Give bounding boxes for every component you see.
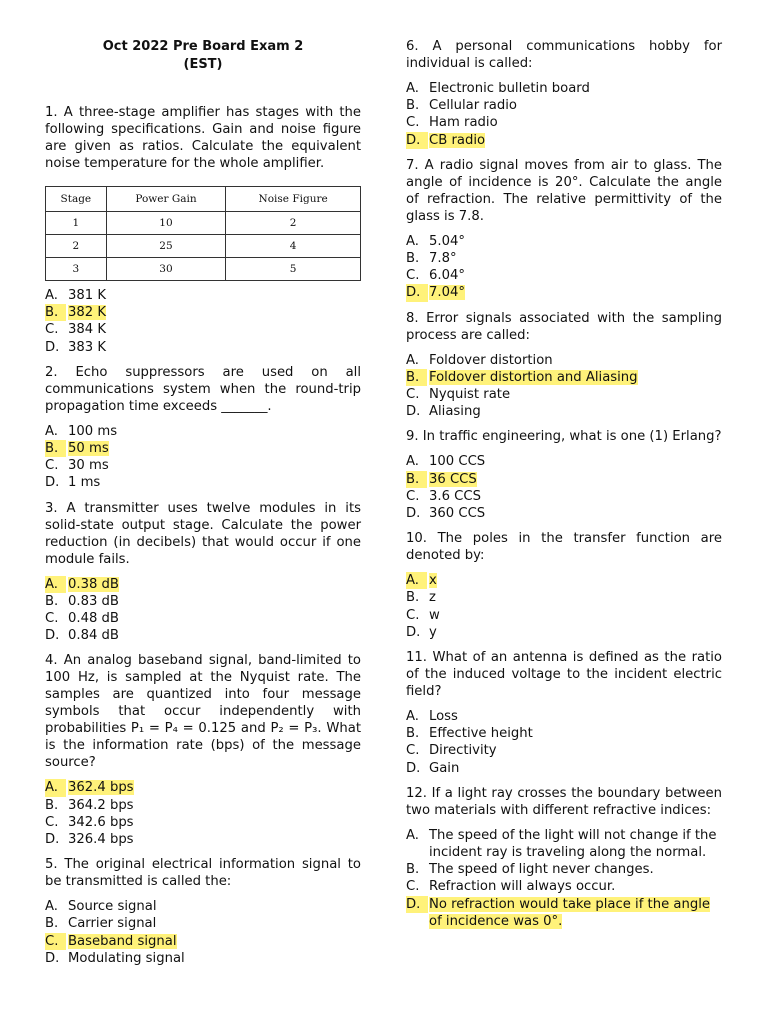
answer-option-highlighted[interactable]	[45, 304, 361, 321]
option-text: 7.8°	[429, 251, 457, 267]
option-text: 0.84 dB	[68, 628, 119, 644]
option-letter: A.	[406, 352, 419, 368]
exam-title	[45, 38, 361, 74]
option-letter: A.	[45, 576, 66, 593]
answer-option-highlighted[interactable]	[45, 440, 361, 457]
answer-option[interactable]	[406, 386, 722, 403]
answer-option[interactable]	[406, 233, 722, 250]
answer-option[interactable]	[406, 607, 722, 624]
answer-option-highlighted[interactable]	[406, 896, 722, 930]
table-cell: 2	[46, 235, 107, 258]
option-letter: A.	[406, 709, 419, 725]
answer-option[interactable]	[406, 708, 722, 725]
question-6-options	[406, 80, 722, 149]
option-text: w	[429, 607, 440, 623]
option-text: Nyquist rate	[429, 387, 511, 403]
option-letter: C.	[45, 814, 59, 830]
answer-option[interactable]	[45, 610, 361, 627]
question-7-options	[406, 233, 722, 302]
spec-table-header-row	[46, 187, 361, 212]
option-text: CB radio	[429, 132, 486, 148]
option-text: Refraction will always occur.	[429, 879, 616, 895]
answer-option-highlighted[interactable]	[406, 471, 722, 488]
answer-option[interactable]	[406, 352, 722, 369]
answer-option[interactable]	[406, 488, 722, 505]
answer-option[interactable]	[406, 250, 722, 267]
answer-option[interactable]	[406, 114, 722, 131]
option-text: The speed of the light will not change if the incident ray is traveling along the normal.	[429, 827, 717, 861]
option-letter: B.	[45, 916, 59, 932]
option-letter: A.	[45, 779, 66, 796]
table-cell: 25	[106, 235, 226, 258]
option-letter: B.	[45, 440, 66, 457]
option-text: Electronic bulletin board	[429, 81, 590, 96]
table-row	[46, 212, 361, 235]
option-text: 0.38 dB	[68, 576, 119, 592]
answer-option[interactable]	[406, 97, 722, 114]
exam-title-line2: (EST)	[183, 57, 223, 72]
option-text: 100 CCS	[429, 454, 486, 470]
option-text: 7.04°	[429, 285, 465, 301]
spec-table-header-cell: Stage	[46, 187, 107, 212]
option-letter: B.	[406, 590, 420, 606]
option-text: 342.6 bps	[68, 814, 134, 830]
option-letter: B.	[45, 593, 59, 609]
table-row	[46, 258, 361, 281]
option-text: 36 CCS	[429, 471, 477, 487]
option-text: No refraction would take place if the angle of incidence was 0°.	[429, 896, 710, 929]
table-cell: 2	[226, 212, 361, 235]
answer-option[interactable]	[45, 915, 361, 932]
option-letter: B.	[45, 304, 66, 321]
spec-table	[45, 186, 361, 281]
table-cell: 3	[46, 258, 107, 281]
option-letter: B.	[406, 369, 427, 386]
question-2-options	[45, 423, 361, 492]
answer-option-highlighted[interactable]	[45, 779, 361, 796]
option-letter: B.	[45, 797, 59, 813]
answer-option[interactable]	[406, 861, 722, 878]
answer-option[interactable]	[45, 898, 361, 915]
table-cell: 10	[106, 212, 226, 235]
answer-option[interactable]	[406, 827, 722, 861]
option-letter: B.	[406, 862, 420, 878]
spec-table-header-cell: Power Gain	[106, 187, 226, 212]
option-text: 326.4 bps	[68, 832, 134, 848]
question-9-options	[406, 453, 722, 522]
table-cell: 4	[226, 235, 361, 258]
option-letter: D.	[45, 339, 60, 355]
option-letter: A.	[406, 827, 419, 843]
answer-option[interactable]	[45, 831, 361, 848]
option-text: Carrier signal	[68, 916, 157, 932]
option-letter: B.	[406, 98, 420, 114]
option-letter: D.	[45, 832, 60, 848]
table-cell: 30	[106, 258, 226, 281]
option-letter: C.	[45, 611, 59, 627]
answer-option-highlighted[interactable]	[45, 576, 361, 593]
option-text: Effective height	[429, 726, 533, 742]
answer-option[interactable]	[45, 287, 361, 304]
question-4-text: 4. An analog baseband signal, band-limited to 100 Hz, is sampled at the Nyquist rate. The samples are quantized into four message symbols that occur independently with probabilities P₁ = P₄ = 0.125 and P₂ = P₃. What is the information rate (bps) of the message source?	[45, 653, 361, 771]
answer-option[interactable]	[406, 624, 722, 641]
option-text: 30 ms	[68, 458, 109, 474]
option-letter: C.	[406, 743, 420, 759]
option-text: 5.04°	[429, 233, 465, 249]
option-letter: D.	[406, 896, 428, 913]
option-letter: A.	[45, 423, 58, 439]
option-letter: C.	[406, 268, 420, 284]
option-text: 383 K	[68, 339, 107, 355]
option-text: Foldover distortion and Aliasing	[429, 369, 638, 385]
option-letter: D.	[406, 506, 421, 522]
question-7-text: 7. A radio signal moves from air to glass. The angle of incidence is 20°. Calculate the angle of refraction. The relative permittivity of the glass is 7.8.	[406, 157, 722, 224]
answer-option[interactable]	[45, 339, 361, 356]
answer-option[interactable]	[406, 725, 722, 742]
option-letter: A.	[45, 288, 58, 303]
option-text: 382 K	[68, 305, 107, 321]
option-text: 50 ms	[68, 441, 109, 457]
answer-option[interactable]	[406, 80, 722, 97]
option-text: Directivity	[429, 743, 497, 759]
right-column	[406, 38, 722, 938]
question-10-options	[406, 572, 722, 641]
option-text: 0.48 dB	[68, 611, 119, 627]
answer-option[interactable]	[45, 814, 361, 831]
option-text: Baseband signal	[68, 933, 177, 949]
option-text: Source signal	[68, 899, 157, 915]
option-letter: C.	[406, 387, 420, 403]
option-text: 360 CCS	[429, 506, 486, 522]
option-text: Cellular radio	[429, 98, 517, 114]
option-letter: A.	[45, 899, 58, 915]
answer-option[interactable]	[45, 797, 361, 814]
option-text: x	[429, 573, 437, 589]
option-letter: A.	[406, 572, 427, 589]
question-2-text: 2. Echo suppressors are used on all communications system when the round-trip propagation time exceeds _______.	[45, 364, 361, 414]
answer-option[interactable]	[45, 627, 361, 644]
option-letter: D.	[406, 760, 421, 776]
answer-option-highlighted[interactable]	[406, 369, 722, 386]
question-3-text: 3. A transmitter uses twelve modules in its solid-state output stage. Calculate the power reduction (in decibels) that would occur if one module fails.	[45, 500, 361, 567]
option-letter: D.	[406, 404, 421, 420]
answer-option[interactable]	[45, 321, 361, 338]
answer-option[interactable]	[406, 403, 722, 420]
option-letter: D.	[45, 475, 60, 491]
option-letter: D.	[406, 132, 428, 149]
spec-table-body	[46, 212, 361, 281]
option-letter: D.	[45, 950, 60, 966]
option-text: Gain	[429, 760, 460, 776]
question-1-options	[45, 287, 361, 356]
question-11-options	[406, 708, 722, 777]
option-letter: C.	[406, 879, 420, 895]
option-text: Ham radio	[429, 115, 498, 131]
option-text: 6.04°	[429, 268, 465, 284]
option-text: Foldover distortion	[429, 352, 553, 368]
answer-option[interactable]	[45, 423, 361, 440]
answer-option[interactable]	[45, 950, 361, 967]
option-text: Aliasing	[429, 404, 481, 420]
option-letter: C.	[45, 458, 59, 474]
answer-option[interactable]	[406, 878, 722, 895]
question-3-options	[45, 576, 361, 645]
question-4-options	[45, 779, 361, 848]
spec-table-head	[46, 187, 361, 212]
option-letter: A.	[406, 233, 419, 249]
option-letter: A.	[406, 454, 419, 470]
option-text: z	[429, 590, 436, 606]
answer-option[interactable]	[406, 453, 722, 470]
table-cell: 1	[46, 212, 107, 235]
option-text: 364.2 bps	[68, 797, 134, 813]
answer-option[interactable]	[406, 742, 722, 759]
answer-option[interactable]	[406, 267, 722, 284]
answer-option[interactable]	[45, 474, 361, 491]
option-text: 100 ms	[68, 423, 118, 439]
option-letter: D.	[406, 284, 428, 301]
question-12-text: 12. If a light ray crosses the boundary between two materials with different refractive indices:	[406, 785, 722, 818]
left-column	[45, 38, 361, 975]
table-cell: 5	[226, 258, 361, 281]
option-letter: C.	[45, 933, 66, 950]
question-11-text: 11. What of an antenna is defined as the ratio of the induced voltage to the incident electric field?	[406, 650, 722, 700]
option-letter: C.	[406, 115, 420, 131]
answer-option[interactable]	[406, 760, 722, 777]
question-8-options	[406, 352, 722, 421]
answer-option-highlighted[interactable]	[45, 933, 361, 950]
question-6-text: 6. A personal communications hobby for individual is called:	[406, 39, 722, 71]
option-text: Modulating signal	[68, 950, 185, 966]
option-letter: B.	[406, 251, 420, 267]
option-letter: B.	[406, 471, 427, 488]
answer-option[interactable]	[45, 457, 361, 474]
question-8-text: 8. Error signals associated with the sampling process are called:	[406, 310, 722, 343]
answer-option[interactable]	[406, 505, 722, 522]
option-text: 381 K	[68, 288, 107, 303]
answer-option-highlighted[interactable]	[406, 132, 722, 149]
answer-option[interactable]	[45, 593, 361, 610]
option-letter: C.	[406, 607, 420, 623]
option-letter: D.	[45, 628, 60, 644]
option-text: 1 ms	[68, 475, 101, 491]
option-letter: C.	[45, 322, 59, 338]
answer-option[interactable]	[406, 589, 722, 606]
question-5-text: 5. The original electrical information signal to be transmitted is called the:	[45, 857, 361, 890]
option-text: 0.83 dB	[68, 593, 119, 609]
option-letter: A.	[406, 81, 419, 96]
question-5-options	[45, 898, 361, 967]
answer-option-highlighted[interactable]	[406, 572, 722, 589]
table-row	[46, 235, 361, 258]
question-12-options	[406, 827, 722, 930]
question-9-text: 9. In traffic engineering, what is one (1) Erlang?	[406, 429, 722, 445]
spec-table-header-cell: Noise Figure	[226, 187, 361, 212]
answer-option-highlighted[interactable]	[406, 284, 722, 301]
question-1-text: 1. A three-stage amplifier has stages with the following specifications. Gain and noise figure are given as ratios. Calculate the equivalent noise temperature for the whole amplifier.	[45, 105, 361, 171]
option-text: y	[429, 624, 437, 640]
option-text: 384 K	[68, 322, 107, 338]
option-text: The speed of light never changes.	[429, 862, 654, 878]
exam-title-line1: Oct 2022 Pre Board Exam 2	[102, 39, 304, 54]
option-letter: B.	[406, 726, 420, 742]
option-letter: D.	[406, 624, 421, 640]
option-letter: C.	[406, 488, 420, 504]
question-10-text: 10. The poles in the transfer function are denoted by:	[406, 531, 722, 564]
option-text: 3.6 CCS	[429, 488, 481, 504]
option-text: 362.4 bps	[68, 780, 134, 796]
option-text: Loss	[429, 709, 458, 725]
